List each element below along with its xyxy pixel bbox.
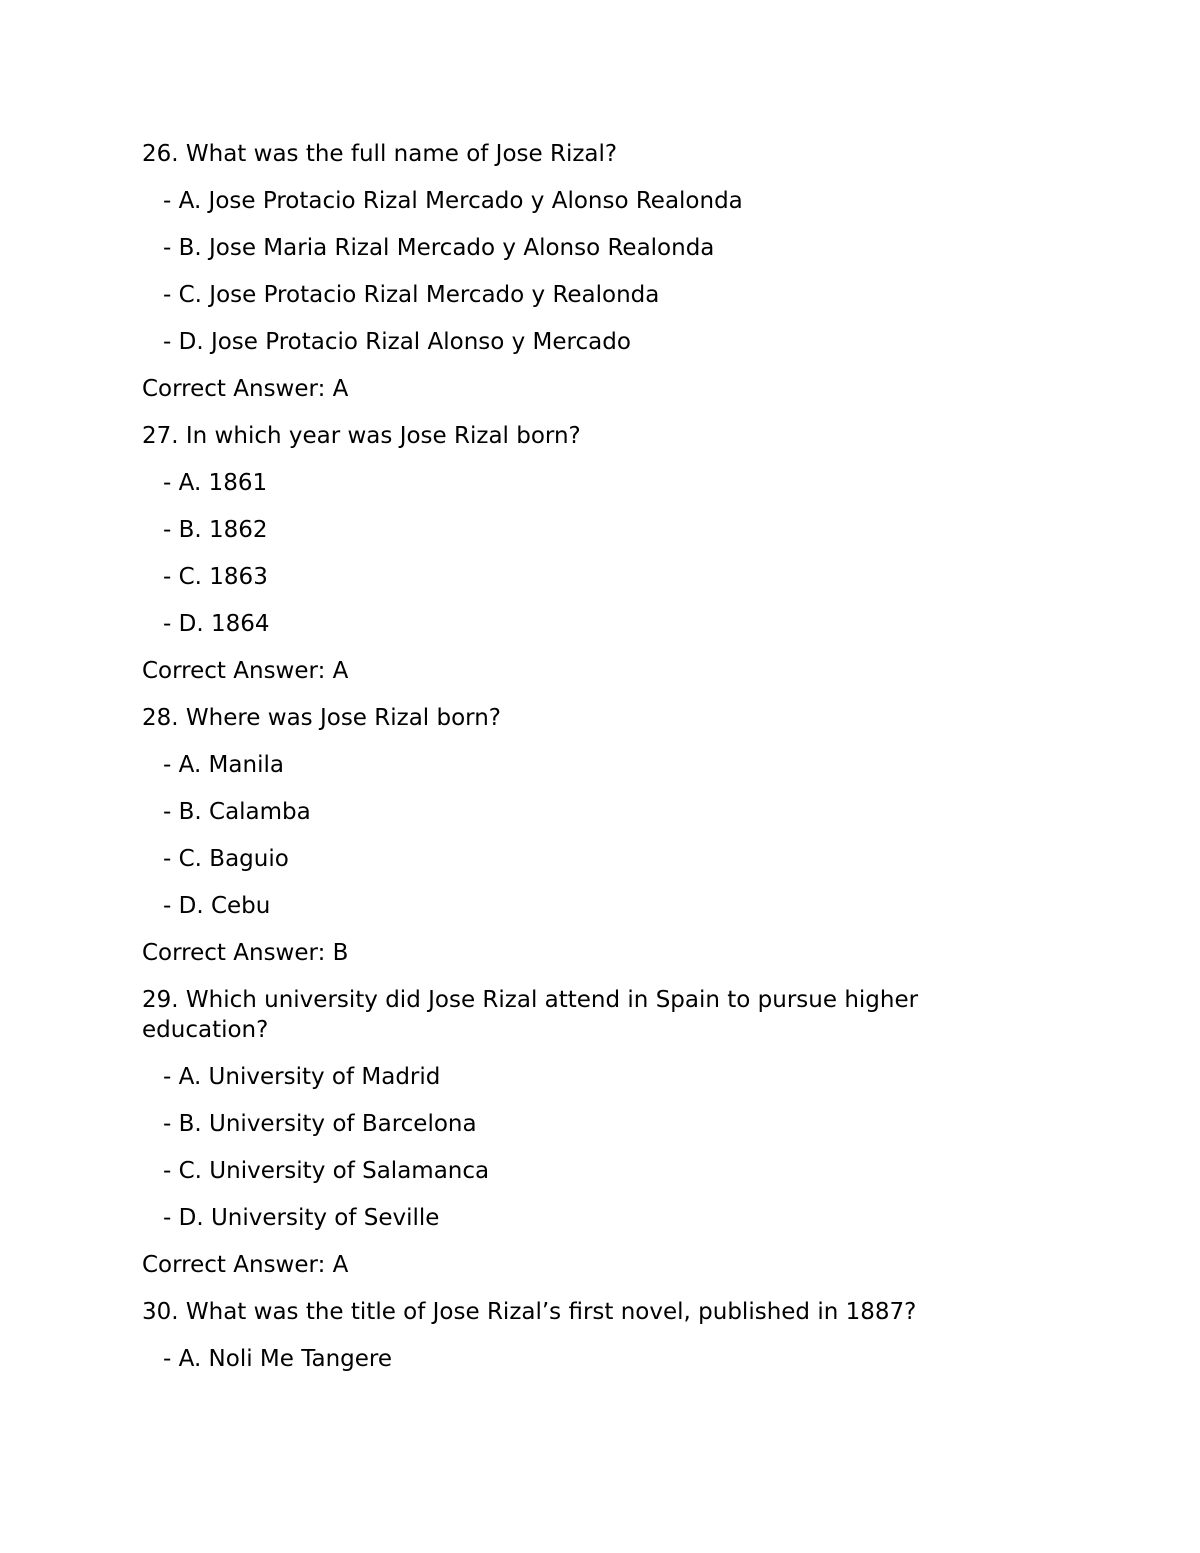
answer-option: - D. Jose Protacio Rizal Alonso y Mercado: [163, 329, 631, 355]
answer-option: - C. University of Salamanca: [163, 1158, 490, 1184]
correct-answer: Correct Answer: A: [142, 658, 349, 684]
answer-option: - A. Noli Me Tangere: [163, 1346, 393, 1372]
answer-option: - D. University of Seville: [163, 1205, 440, 1231]
question-text: 27. In which year was Jose Rizal born?: [142, 423, 581, 449]
answer-option: - C. 1863: [163, 564, 268, 590]
question-text: 26. What was the full name of Jose Rizal?: [142, 141, 618, 167]
question-text: 28. Where was Jose Rizal born?: [142, 705, 502, 731]
answer-option: - A. Manila: [163, 752, 284, 778]
answer-option: - B. University of Barcelona: [163, 1111, 477, 1137]
answer-option: - C. Baguio: [163, 846, 289, 872]
quiz-content: [142, 139, 962, 1391]
answer-option: - B. Calamba: [163, 799, 311, 825]
correct-answer: Correct Answer: A: [142, 1252, 349, 1278]
question-text: 30. What was the title of Jose Rizal’s first novel, published in 1887?: [142, 1299, 917, 1325]
answer-option: - B. Jose Maria Rizal Mercado y Alonso Realonda: [163, 235, 715, 261]
correct-answer: Correct Answer: A: [142, 376, 349, 402]
answer-option: - A. Jose Protacio Rizal Mercado y Alonso Realonda: [163, 188, 743, 214]
answer-option: - D. 1864: [163, 611, 270, 637]
answer-option: - A. University of Madrid: [163, 1064, 441, 1090]
answer-option: - A. 1861: [163, 470, 268, 496]
answer-option: - B. 1862: [163, 517, 268, 543]
correct-answer: Correct Answer: B: [142, 940, 349, 966]
answer-option: - C. Jose Protacio Rizal Mercado y Realonda: [163, 282, 660, 308]
answer-option: - D. Cebu: [163, 893, 271, 919]
question-text: 29. Which university did Jose Rizal attend in Spain to pursue higher education?: [142, 987, 926, 1043]
